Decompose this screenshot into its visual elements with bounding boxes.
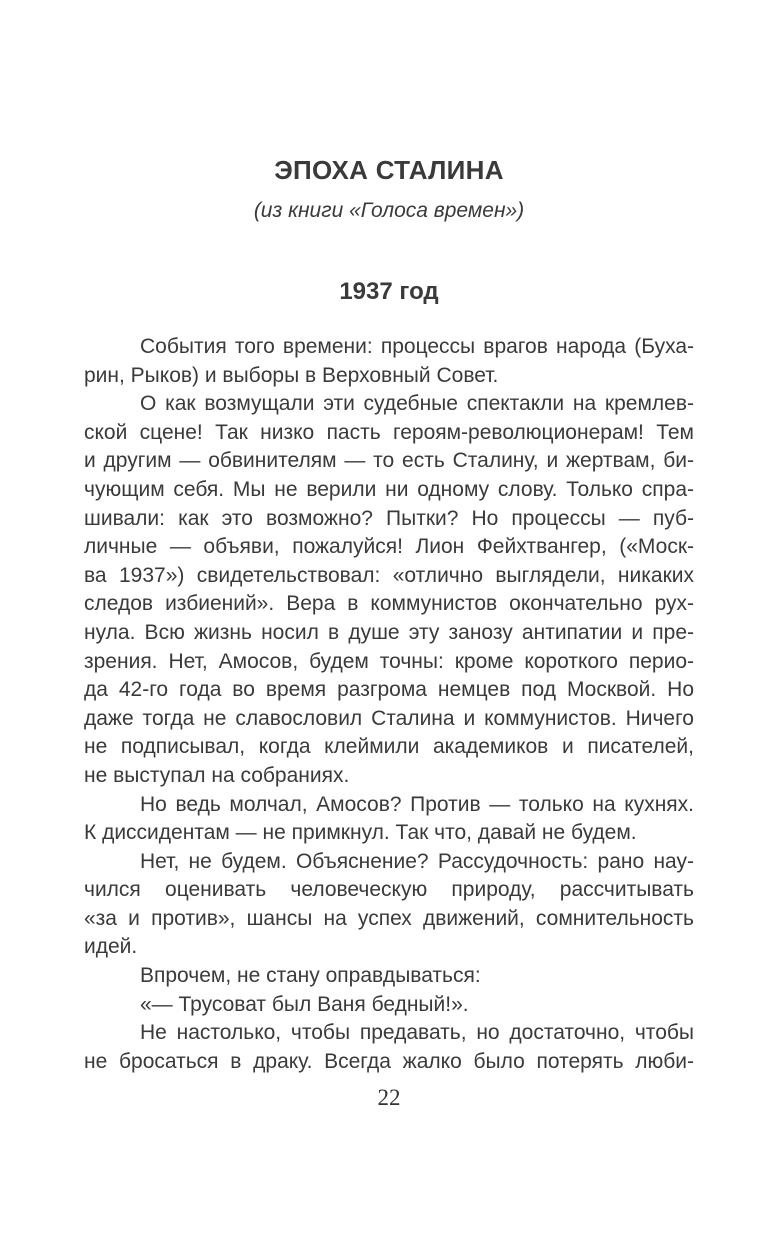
section-heading: 1937 год [339,278,439,305]
text-line: «за и против», шансы на успех движений, сомнительность [84,906,694,930]
text-line: не подписывал, когда клеймили академиков и писателей, [84,735,694,759]
text-line: личные — объяви, пожалуйся! Лион Фейхтвангер, («Моск- [84,535,694,559]
text-line: Но ведь молчал, Амосов? Против — только на кухнях. [140,792,694,816]
body-text [84,333,694,1076]
text-line: рин, Рыков) и выборы в Верховный Совет. [84,363,499,387]
text-line: О как возмущали эти судебные спектакли на кремлев- [140,392,694,416]
chapter-title: ЭПОХА СТАЛИНА [274,155,504,185]
text-line: Впрочем, не стану оправдываться: [140,964,481,988]
text-line: «— Трусоват был Ваня бедный!». [140,992,469,1016]
text-line: идей. [84,935,138,959]
paragraph [84,390,694,790]
text-line: ской сцене! Так низко пасть героям-революционерам! Тем [84,420,694,444]
text-line: да 42-го года во время разгрома немцев под Москвой. Но [84,678,694,702]
text-line: не бросаться в драку. Всегда жалко было потерять люби- [84,1049,694,1073]
text-line: зрения. Нет, Амосов, будем точны: кроме короткого перио- [84,649,694,673]
text-line: чился оценивать человеческую природу, рассчитывать [84,878,694,902]
text-line: следов избиений». Вера в коммунистов окончательно рух- [84,592,694,616]
text-line: и другим — обвинителям — то есть Сталину, и жертвам, би- [84,449,694,473]
chapter-subtitle: (из книги «Голоса времен») [253,199,525,222]
paragraph [84,991,694,1020]
paragraph [84,1019,694,1076]
paragraph [84,791,694,848]
text-line: даже тогда не славословил Сталина и коммунистов. Ничего [84,706,694,730]
text-line: не выступал на собраниях. [84,763,350,787]
text-line: События того времени: процессы врагов народа (Буха- [140,335,694,358]
page-number: 22 [377,1085,401,1111]
text-line: К диссидентам — не примкнул. Так что, давай не будем. [84,821,637,845]
paragraph [84,962,694,991]
paragraph [84,333,694,390]
text-line: чующим себя. Мы не верили ни одному слову. Только спра- [84,477,694,501]
text-line: Нет, не будем. Объяснение? Рассудочность: рано нау- [140,849,694,873]
text-line: шивали: как это возможно? Пытки? Но процессы — пуб- [84,506,694,530]
paragraph [84,848,694,962]
text-line: Не настолько, чтобы предавать, но достаточно, чтобы [140,1021,694,1045]
text-line: нула. Всю жизнь носил в душе эту занозу антипатии и пре- [84,620,694,644]
text-line: ва 1937») свидетельствовал: «отлично выглядели, никаких [84,563,694,587]
